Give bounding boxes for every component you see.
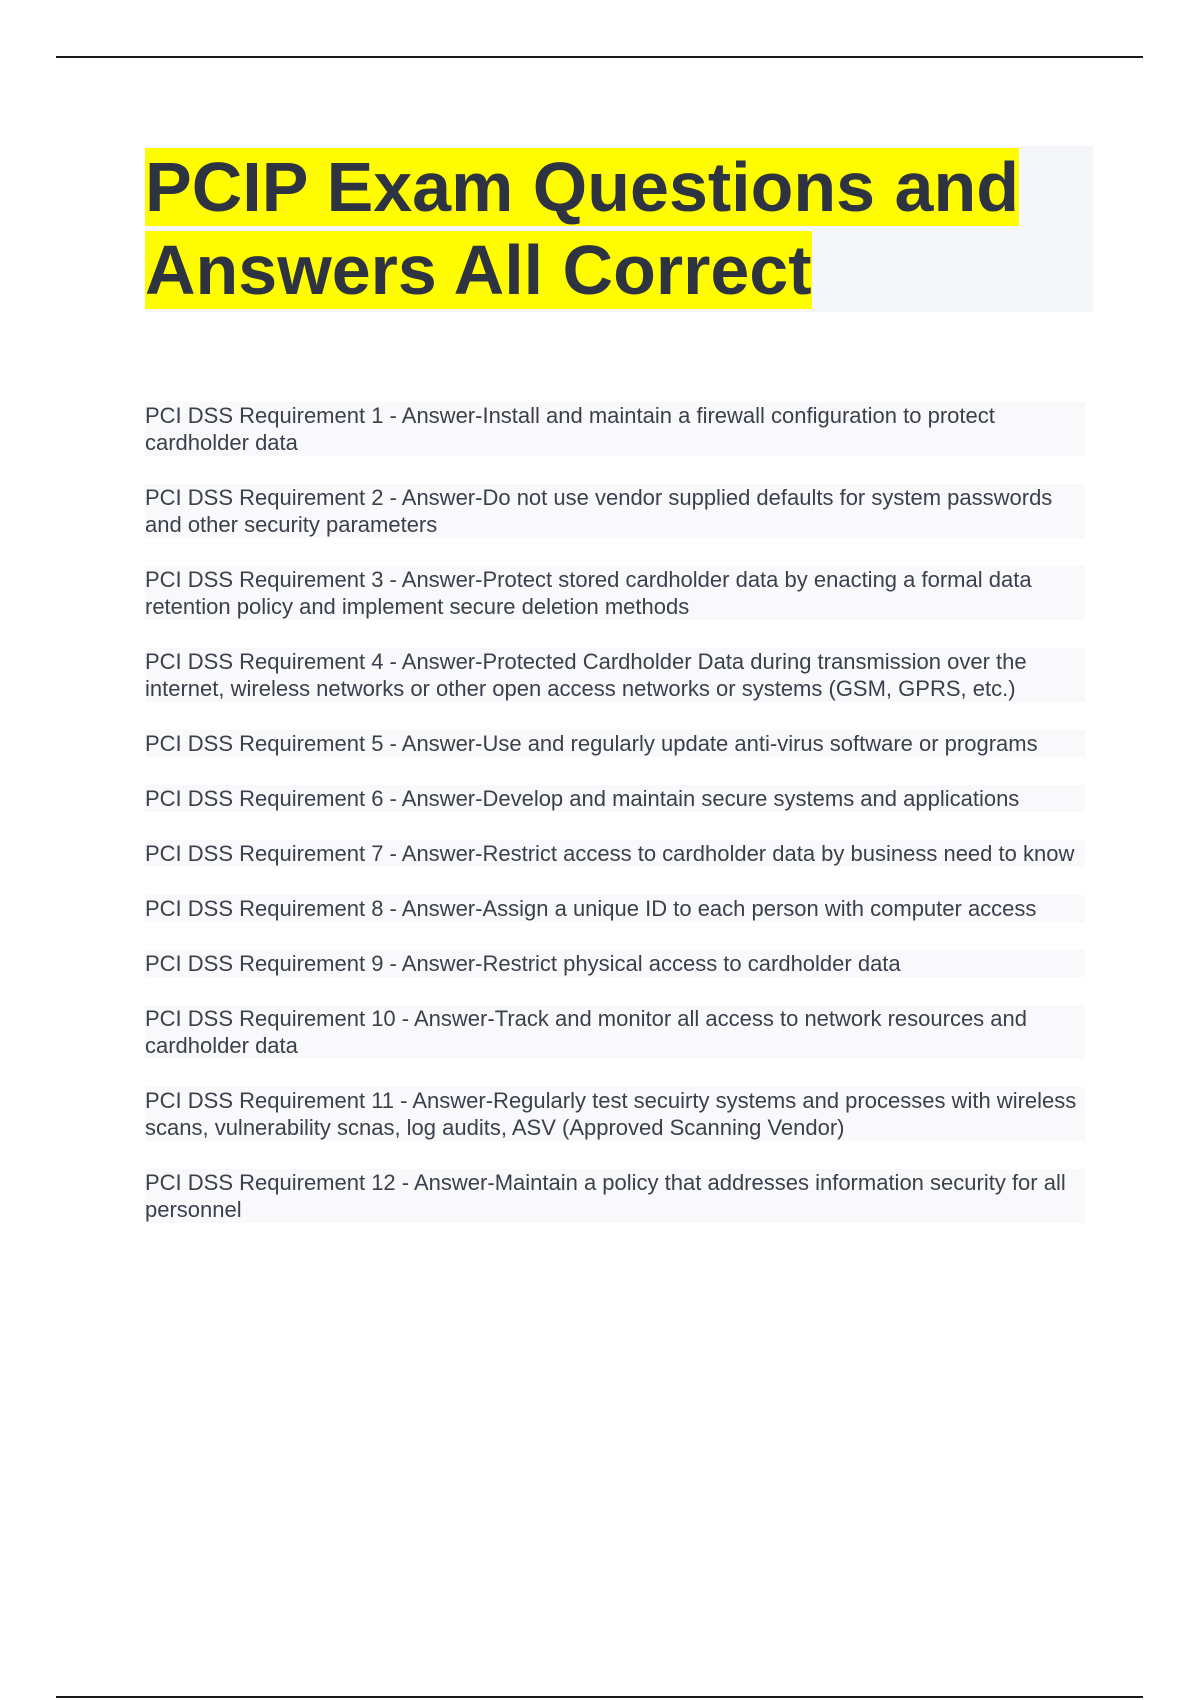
qa-item: PCI DSS Requirement 11 - Answer-Regularly test secuirty systems and processes with wireless scans, vulnerability scnas, log audits, ASV (Approved Scanning Vendor) [145, 1087, 1085, 1141]
qa-item: PCI DSS Requirement 5 - Answer-Use and regularly update anti-virus software or programs [145, 730, 1085, 757]
qa-item: PCI DSS Requirement 6 - Answer-Develop and maintain secure systems and applications [145, 785, 1085, 812]
qa-item: PCI DSS Requirement 4 - Answer-Protected Cardholder Data during transmission over the internet, wireless networks or other open access networks or systems (GSM, GPRS, etc.) [145, 648, 1085, 702]
top-divider [56, 56, 1143, 58]
qa-item: PCI DSS Requirement 12 - Answer-Maintain a policy that addresses information security for all personnel [145, 1169, 1085, 1223]
qa-item: PCI DSS Requirement 2 - Answer-Do not use vendor supplied defaults for system passwords and other security parameters [145, 484, 1085, 538]
qa-item: PCI DSS Requirement 3 - Answer-Protect stored cardholder data by enacting a formal data retention policy and implement secure deletion methods [145, 566, 1085, 620]
document-title [145, 146, 1093, 312]
title-block [145, 146, 1093, 312]
qa-item: PCI DSS Requirement 9 - Answer-Restrict physical access to cardholder data [145, 950, 1085, 977]
qa-item: PCI DSS Requirement 1 - Answer-Install and maintain a firewall configuration to protect cardholder data [145, 402, 1085, 456]
qa-item: PCI DSS Requirement 7 - Answer-Restrict access to cardholder data by business need to know [145, 840, 1085, 867]
highlighted-title-text: PCIP Exam Questions and Answers All Correct [145, 148, 1019, 309]
qa-list [145, 402, 1085, 1251]
bottom-divider [56, 1696, 1143, 1698]
qa-item: PCI DSS Requirement 8 - Answer-Assign a unique ID to each person with computer access [145, 895, 1085, 922]
qa-item: PCI DSS Requirement 10 - Answer-Track and monitor all access to network resources and cardholder data [145, 1005, 1085, 1059]
